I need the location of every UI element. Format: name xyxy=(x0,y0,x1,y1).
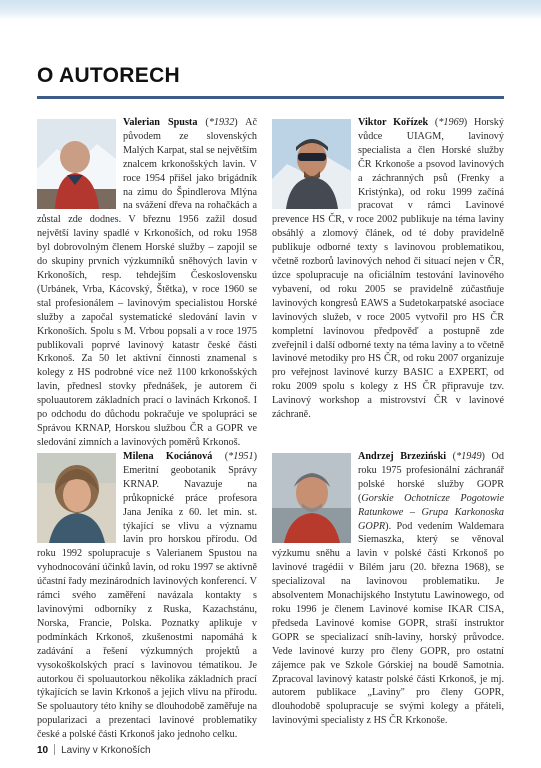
author-year-spusta: *1932 xyxy=(208,117,235,128)
author-text-brzezinski-italic: Gorskie Ochotnicze Pogotowie Ratunkowe – Grupa Karkonoska GOPR xyxy=(358,492,504,532)
author-text-kocianova: Emeritní geobotanik Správy KRNAP. Navazuje na průkopnické práce profesora Jana Jeníka z 60. let min. st. týkající se vlivu a významu lavin pro horskou přírodu. Od roku 1992 spolupracuje s Valerianem Spustou na vyhodnocování účinků lavin, od roku 1997 se aktivně účastní řady mezinárodních lavinových konferencí. V rámci svého zaměření navázala kontakty s lavinovými odborníky z Ruska, Kazachstánu, Norska, Francie, Polska. Poznatky aplikuje v podmínkách Krkonoš, zkušenostmi napomáhá k zadávání a řešení výzkumných projektů a vysokoškolských prací s lavinovou tématikou. Je autorkou či spoluautorkou několika základních prací týkajících se lavin Krkonoš a jejich vlivu na přírodu. Se spoluautory této knihy se dlouhodobě zaměřuje na popularizaci a prezentaci lavinové problematiky české a polské části Krkonoš jako jednoho celku. xyxy=(37,464,257,741)
author-year-korizek: *1969 xyxy=(438,117,464,128)
author-name-korizek: Viktor Kořízek xyxy=(358,117,429,128)
page-footer xyxy=(37,744,151,756)
author-name-spusta: Valerian Spusta xyxy=(123,117,198,128)
section-title: O AUTORECH xyxy=(37,64,181,87)
author-bio-brzezinski: Andrzej Brzeziński (*1949) Od roku 1975 profesionální záchranář polské horské služby GOPR (Gorskie Ochotnicze Pogotowie Ratunkowe – Grupa Karkonoska GOPR). Pod vedením Waldemara Siemaszka, který se věnoval výzkumu sněhu a lavin v polské části Krkonoš po lavinové tragédii v Bílém jaru (20. března 1968), se specializoval na lavinovou problematiku. Je absolventem Monachijského Instytutu Lawinowego, od roku 1996 je členem Lavinové komise IKAR CISA, předseda Lavinové komise GOPR, straší instruktor GOPR se specializací sníh-laviny, horský průvodce. Vede lavinové kurzy pro členy GOPR, pro ostatní zájemce pak ve Szkole Górskiej na boudě Samotnia. Zpracoval lavinový katastr polské části Krkonoš, je mj. autorem publikace „Laviny" pro členy GOPR, dlouhodobě spolupracuje se svými kolegy a přáteli, lavinovými specialisty z HS ČR Krkonoše. xyxy=(272,451,504,727)
author-text-korizek: Horský vůdce UIAGM, lavinový specialista a člen Horské služby ČR Krkonoše a psovod lavinových a záchranných psů (Frenky a Kristýnka), od roku 1999 začíná pracovat v rámci Lavinové prevence HS ČR, v roce 2002 publikuje na téma laviny obsáhlý a zlomový článek, od té doby pravidelně publikuje odborné texty s lavinovou problematikou, včetně rozborů lavinových nehod či situací nejen v ČR, úzce spolupracuje na oficiálním testování lavinového vybavení, od roku 2005 se pravidelně zúčastňuje lavinových kongresů EAWS a Sudetokarpatské asociace lavinových služeb, v roce 2005 vytvořil pro HS ČR kompletní lavinovou předpověď a postupně zde zveřejnil i další odborné texty na téma laviny a to včetně lavinové metodiky pro HS ČR, od roku 2007 organizuje pro veřejnost lavinové kurzy BASIC a EXPERT, od roku 2009 spolu s kolegy z HS ČR připravuje tzv. Lavinový workshop a mistrovství ČR v lavinové záchraně. xyxy=(272,117,504,421)
author-year-kocianova: *1951 xyxy=(228,451,254,462)
author-year-brzezinski: *1949 xyxy=(456,451,482,462)
footer-divider xyxy=(54,744,55,755)
page-number: 10 xyxy=(37,745,49,756)
title-rule xyxy=(37,96,504,99)
portrait-photo-spusta xyxy=(37,119,116,209)
author-name-brzezinski: Andrzej Brzeziński xyxy=(358,451,447,462)
book-title: Laviny v Krkonoších xyxy=(61,745,151,756)
author-name-kocianova: Milena Kociánová xyxy=(123,451,213,462)
author-text-brzezinski-b: ). Pod vedením Waldemara Siemaszka, který se věnoval výzkumu sněhu a lavin v polské části Krkonoš po lavinové tragédii v Bílém jaru (20. března 1968), se specializoval na lavinovou problematiku. Je absolventem Monachijského Instytutu Lawinowego, od roku 1996 je členem Lavinové komise IKAR CISA, předseda Lavinové komise GOPR, straší instruktor GOPR se specializací sníh-laviny, horský průvodce. Vede lavinové kurzy pro členy GOPR, pro ostatní zájemce pak ve Szkole Górskiej na boudě Samotnia. Zpracoval lavinový katastr polské části Krkonoš, je mj. autorem publikace „Laviny" pro členy GOPR, dlouhodobě spolupracuje se svými kolegy a přáteli, lavinovými specialisty z HS ČR Krkonoše. xyxy=(272,520,504,727)
portrait-photo-kocianova xyxy=(37,453,116,543)
page-top-band xyxy=(0,0,541,20)
portrait-photo-korizek xyxy=(272,119,351,209)
author-bio-kocianova: Milena Kociánová (*1951) Emeritní geobotanik Správy KRNAP. Navazuje na průkopnické práce profesora Jana Jeníka z 60. let min. st. týkající se vlivu a významu lavin pro horskou přírodu. Od roku 1992 spolupracuje s Valerianem Spustou na vyhodnocování účinků lavin, od roku 1997 se aktivně účastní řady mezinárodních lavinových konferencí. V rámci svého zaměření navázala kontakty s lavinovými odborníky z Ruska, Kazachstánu, Norska, Francie, Polska. Poznatky aplikuje v podmínkách Krkonoš, zkušenostmi napomáhá k zadávání a řešení výzkumných projektů a vysokoškolských prací s lavinovou tématikou. Je autorkou či spoluautorkou několika základních prací týkajících se lavin Krkonoš a jejich vlivu na přírodu. Se spoluautory této knihy se dlouhodobě zaměřuje na popularizaci a prezentaci lavinové problematiky české a polské části Krkonoš jako jednoho celku. xyxy=(37,451,257,741)
author-text-spusta: Ač původem ze slovenských Malých Karpat, stal se největším znalcem krkonošských lavin. V roce 1954 přišel jako brigádník na zimu do Špindlerova Mlýna na svážení dřeva na rohačkách a zůstal zde dodnes. V březnu 1956 zažil dosud největší laviny spadlé v Krkonoších, od roku 1958 byl dobrovolným členem Horské služby – zapojil se do skupiny prvních výzkumníků sněhových lavin v Krkonoších, resp. tehdejším Československu (Urbánek, Vrba, Kácovský, Štětka), v roce 1960 se stal profesionálem – lavinovým specialistou Horské služby a započal systematické sledování lavin v Krkonoších. Spolu s M. Vrbou popsali a v roce 1975 publikovali poprvé lavinový katastr české části Krkonoš. Za 50 let aktivní činnosti znamenal s kolegy z HS podrobné více než 1100 krkonošských lavin, přednesl stovky přednášek, je autorem či spoluautorem základních prací o lavinách Krkonoš. I po odchodu do důchodu pokračuje ve spolupráci se Správou KRNAP, Horskou službou ČR a GOPR ve sledování zimních a lavinových poměrů Krkonoš. xyxy=(37,117,257,448)
author-text-brzezinski-a: Od roku 1975 profesionální záchranář polské horské služby GOPR ( xyxy=(358,451,504,504)
author-bio-spusta: Valerian Spusta (*1932) Ač původem ze slovenských Malých Karpat, stal se největším znalcem krkonošských lavin. V roce 1954 přišel jako brigádník na zimu do Špindlerova Mlýna na svážení dřeva na rohačkách a zůstal zde dodnes. V březnu 1956 zažil dosud největší laviny spadlé v Krkonoších, od roku 1958 byl dobrovolným členem Horské služby – zapojil se do skupiny prvních výzkumníků sněhových lavin v Krkonoších, resp. tehdejším Československu (Urbánek, Vrba, Kácovský, Štětka), v roce 1960 se stal profesionálem – lavinovým specialistou Horské služby a započal systematické sledování lavin v Krkonoších. Spolu s M. Vrbou popsali a v roce 1975 publikovali poprvé lavinový katastr české části Krkonoš. Za 50 let aktivní činnosti znamenal s kolegy z HS podrobné více než 1100 krkonošských lavin, přednesl stovky přednášek, je autorem či spoluautorem základních prací o lavinách Krkonoš. I po odchodu do důchodu pokračuje ve spolupráci se Správou KRNAP, Horskou službou ČR a GOPR ve sledování zimních a lavinových poměrů Krkonoš. xyxy=(37,117,257,448)
portrait-photo-brzezinski xyxy=(272,453,351,543)
author-bio-korizek: Viktor Kořízek (*1969) Horský vůdce UIAGM, lavinový specialista a člen Horské služby ČR Krkonoše a psovod lavinových a záchranných psů (Frenky a Kristýnka), od roku 1999 začíná pracovat v rámci Lavinové prevence HS ČR, v roce 2002 publikuje na téma laviny obsáhlý a zlomový článek, od té doby pravidelně publikuje odborné texty s lavinovou problematikou, včetně rozborů lavinových nehod či situací nejen v ČR, úzce spolupracuje na oficiálním testování lavinového vybavení, od roku 2005 se pravidelně zúčastňuje lavinových kongresů EAWS a Sudetokarpatské asociace lavinových služeb, v roce 2005 vytvořil pro HS ČR kompletní lavinovou předpověď a postupně zde zveřejnil i další odborné texty na téma laviny a to včetně lavinové metodiky pro HS ČR, od roku 2007 organizuje pro veřejnost lavinové kurzy BASIC a EXPERT, od roku 2009 spolu s kolegy z HS ČR připravuje tzv. Lavinový workshop a mistrovství ČR v lavinové záchraně. xyxy=(272,117,504,421)
